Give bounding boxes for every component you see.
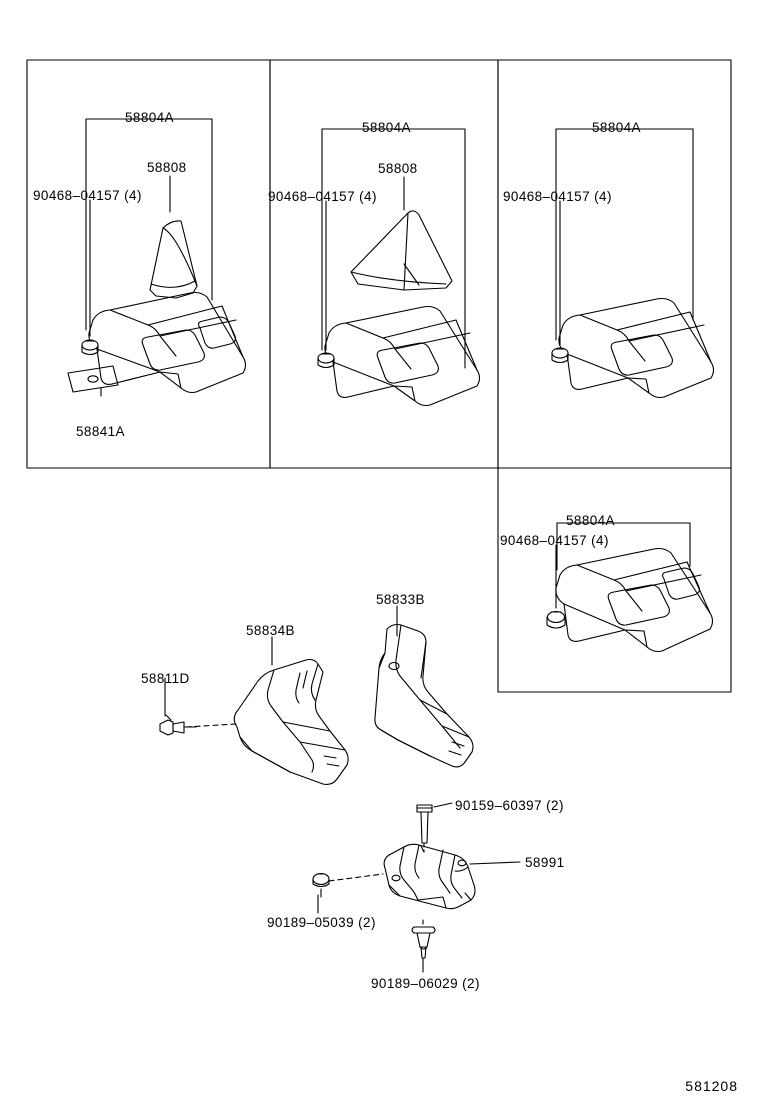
label-58833b: 58833B xyxy=(376,592,425,607)
panel-3-art xyxy=(552,129,714,398)
label-58991: 58991 xyxy=(525,855,565,870)
label-58808-panel2: 58808 xyxy=(378,161,418,176)
label-90189-05039: 90189–05039 (2) xyxy=(267,915,376,930)
label-90189-06029: 90189–06029 (2) xyxy=(371,976,480,991)
label-58841a: 58841A xyxy=(76,424,125,439)
label-90468-04157-panel2: 90468–04157 (4) xyxy=(268,189,377,204)
label-58811d: 58811D xyxy=(141,671,190,686)
label-58834b: 58834B xyxy=(246,623,295,638)
label-58804a-panel2: 58804A xyxy=(362,120,411,135)
bracket-assembly-art xyxy=(313,803,520,972)
label-58804a-panel3: 58804A xyxy=(592,120,641,135)
label-90468-04157-panel3: 90468–04157 (4) xyxy=(503,189,612,204)
label-58804a-panel4: 58804A xyxy=(566,513,615,528)
label-58808-panel1: 58808 xyxy=(147,160,187,175)
label-90468-04157-panel4: 90468–04157 (4) xyxy=(500,533,609,548)
label-58804a-panel1: 58804A xyxy=(125,110,174,125)
label-90159-60397: 90159–60397 (2) xyxy=(455,798,564,813)
lower-trim-art xyxy=(160,606,473,784)
label-90468-04157-panel1: 90468–04157 (4) xyxy=(33,188,142,203)
diagram-code: 581208 xyxy=(685,1078,738,1094)
